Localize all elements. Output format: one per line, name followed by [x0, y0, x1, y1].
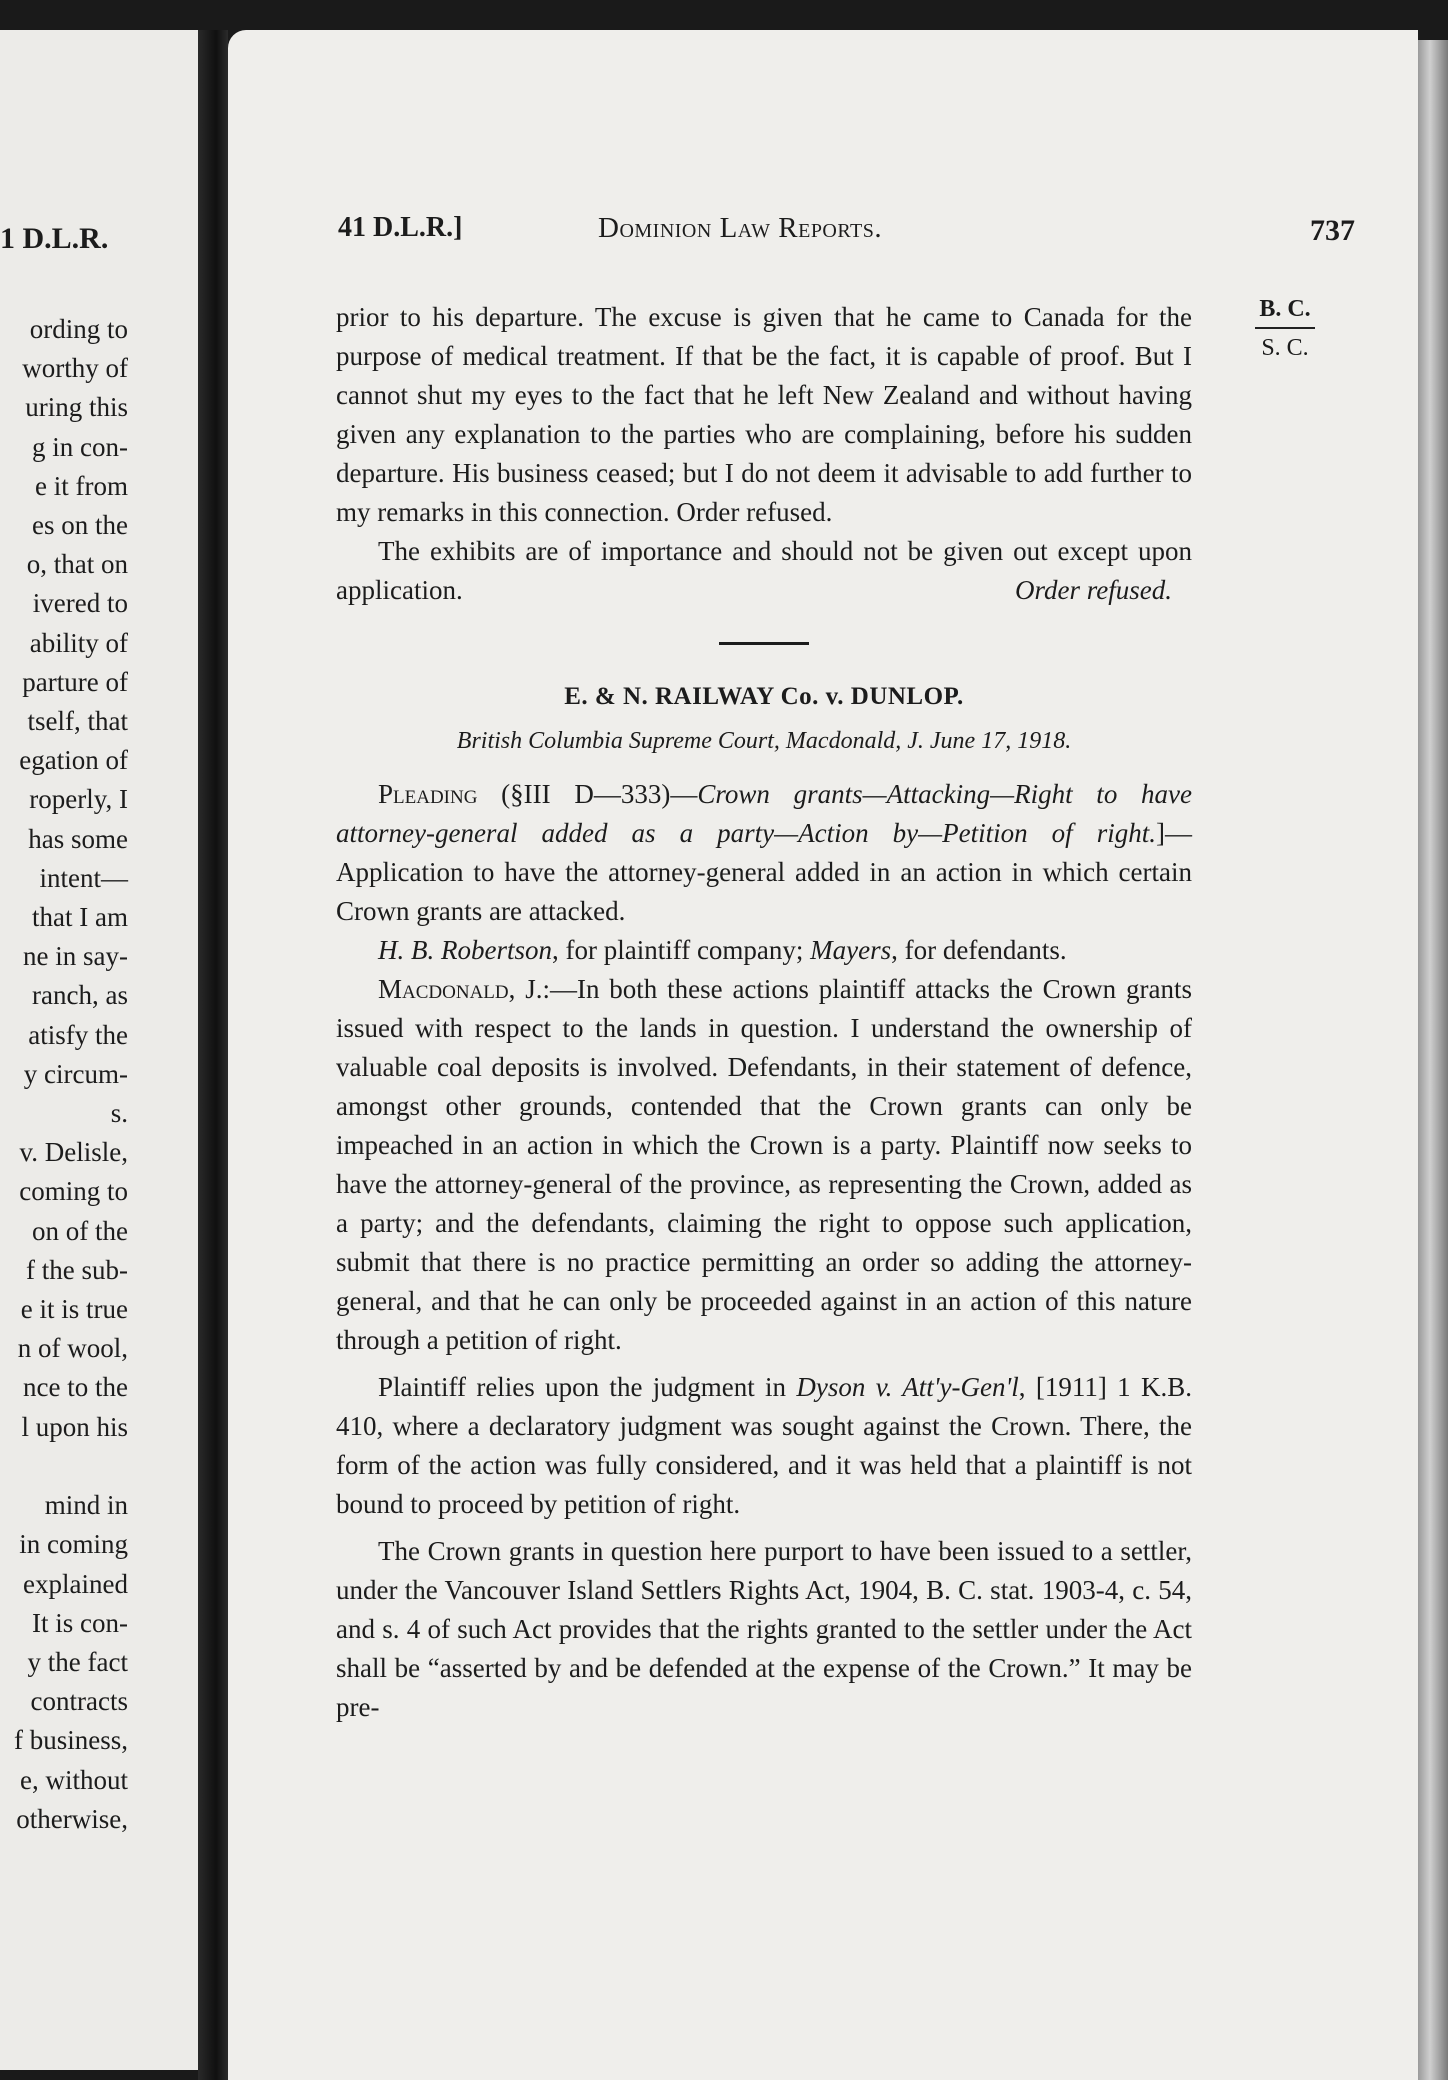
left-page-line: ability of: [29, 627, 128, 658]
left-page-line: ording to: [29, 314, 128, 344]
headnote: [336, 775, 1192, 931]
left-page-line: has some: [28, 823, 128, 854]
left-page-line: f business,: [14, 1725, 128, 1756]
left-page-line: uring this: [25, 392, 128, 423]
defendant-counsel: Mayers: [810, 935, 892, 965]
left-page-line: e it is true: [20, 1294, 128, 1325]
left-page-line: ne in say-: [23, 941, 128, 972]
prior-case-paragraph: prior to his departure. The excuse is given that he came to Canada for the purpose of medical treatment. If that be the fact, it is capable of proof. But I cannot shut my eyes to the fact that he left New Zealand and without having given any explanation to the parties who are complaining, before his sudden departure. His business ceased; but I do not deem it advisable to add further to my remarks in this connection. Order refused.: [336, 302, 1192, 527]
left-page-line: n of wool,: [17, 1333, 128, 1364]
prior-case-exhibits: [336, 532, 1192, 610]
left-page-line: y circum-: [23, 1058, 128, 1089]
left-page-line: that I am: [32, 902, 128, 933]
left-page-line: otherwise,: [16, 1803, 128, 1834]
left-page-line: nce to the: [23, 1372, 128, 1403]
disposition: Order refused.: [1015, 575, 1172, 605]
opinion-paragraph-3: The Crown grants in question here purport to have been issued to a settler, under the Vancouver Island Settlers Rights Act, 1904, B. C. stat. 1903-4, c. 54, and s. 4 of such Act provides that the rights granted to the settler under the Act shall be “asserted by and be defended at the expense of the Crown.” It may be pre-: [336, 1536, 1192, 1722]
plaintiff-counsel-role: , for plaintiff company;: [551, 935, 811, 965]
left-page-line: egation of: [19, 745, 128, 776]
opinion-text-1: :—In both these actions plaintiff attacks the Crown grants issued with respect to the lands in question. I understand the ownership of valuable coal deposits is involved. Defendants, in their statement of defence, amongst other grounds, contended that the Crown grants can only be impeached in an action in which the Crown is a party. Plaintiff now seeks to have the attorney-general of the province, as representing the Crown, added as a party; and the defendants, claiming the right to oppose such application, submit that there is no practice permitting an order so adding the attorney-general, and that he can only be proceeded against in an action of this nature through a petition of right.: [336, 974, 1192, 1355]
counsel-line: [336, 931, 1192, 970]
left-page-line: ivered to: [32, 588, 128, 619]
left-page-line: e, without: [20, 1764, 128, 1795]
page-body: [336, 298, 1192, 1727]
left-page-line: es on the: [32, 510, 128, 541]
left-page-line: g in con-: [32, 431, 128, 462]
section-divider: [719, 642, 809, 645]
left-page-line: on of the: [32, 1215, 128, 1246]
defendant-counsel-role: , for defendants.: [891, 935, 1067, 965]
margin-court: S. C.: [1261, 335, 1309, 361]
left-page-line: ranch, as: [32, 980, 128, 1011]
left-page-line: in coming: [19, 1529, 128, 1560]
plaintiff-counsel: H. B. Robertson: [378, 935, 552, 965]
page-edge: [1418, 40, 1448, 2080]
headnote-summary: ]—Application to have the attorney-general added in an action in which certain Crown grants are attacked.: [336, 818, 1192, 926]
book-gutter: [198, 30, 228, 2080]
left-running-head: 1 D.L.R.: [0, 222, 109, 255]
opinion-text-2b: , [1911] 1 K.B. 410, where a declaratory judgment was sought against the Crown. There, the form of the action was fully considered, and it was held that a plaintiff is not bound to proceed by petition of right.: [336, 1372, 1192, 1519]
left-page-line: mind in: [44, 1490, 128, 1521]
left-page-line: tself, that: [27, 706, 128, 737]
publication-title: Dominion Law Reports.: [598, 212, 883, 244]
court-line: British Columbia Supreme Court, Macdonald, J. June 17, 1918.: [456, 728, 1072, 754]
left-page-line: y the fact: [27, 1646, 128, 1677]
left-page-line: [14, 1447, 128, 1486]
margin-province: B. C.: [1255, 296, 1315, 329]
left-page: [0, 30, 198, 2070]
left-page-line: worthy of: [22, 353, 128, 384]
opinion-paragraph-2: [336, 1368, 1192, 1524]
left-page-line: v. Delisle,: [19, 1137, 128, 1168]
left-page-line: e it from: [35, 470, 128, 501]
left-page-line: s.: [110, 1098, 128, 1129]
left-page-line: l upon his: [21, 1411, 128, 1442]
exhibits-text: The exhibits are of importance and should not be given out except upon application.: [336, 536, 1192, 605]
headnote-ref: (§III D—333)—: [477, 779, 698, 809]
opinion-paragraph-1: [336, 970, 1192, 1360]
left-page-line: coming to: [19, 1176, 128, 1207]
running-header: [338, 212, 1358, 252]
volume-ref: 41 D.L.R.]: [338, 212, 463, 243]
left-page-line: contracts: [30, 1686, 128, 1717]
left-page-text: [14, 310, 128, 1839]
cited-case: Dyson v. Att'y-Gen'l: [796, 1372, 1019, 1402]
left-page-line: intent—: [39, 862, 128, 893]
left-page-line: explained: [23, 1568, 128, 1599]
headnote-keywords: Crown grants—Attacking—Right to have attorney-general added as a party—Action by—Petition of right.: [336, 779, 1192, 848]
left-page-line: It is con-: [32, 1607, 128, 1638]
opinion-text-2a: Plaintiff relies upon the judgment in: [378, 1372, 797, 1402]
left-page-line: f the sub-: [26, 1254, 128, 1285]
headnote-topic: Pleading: [378, 779, 478, 809]
left-page-line: o, that on: [26, 549, 128, 580]
page-number: 737: [1310, 214, 1355, 247]
judge-name: Macdonald, J.: [378, 974, 543, 1004]
left-page-line: atisfy the: [28, 1019, 128, 1050]
left-page-line: parture of: [22, 666, 128, 697]
left-page-line: roperly, I: [29, 784, 128, 815]
case-title: E. & N. RAILWAY Co. v. DUNLOP.: [564, 683, 964, 710]
margin-note: [1255, 296, 1315, 362]
